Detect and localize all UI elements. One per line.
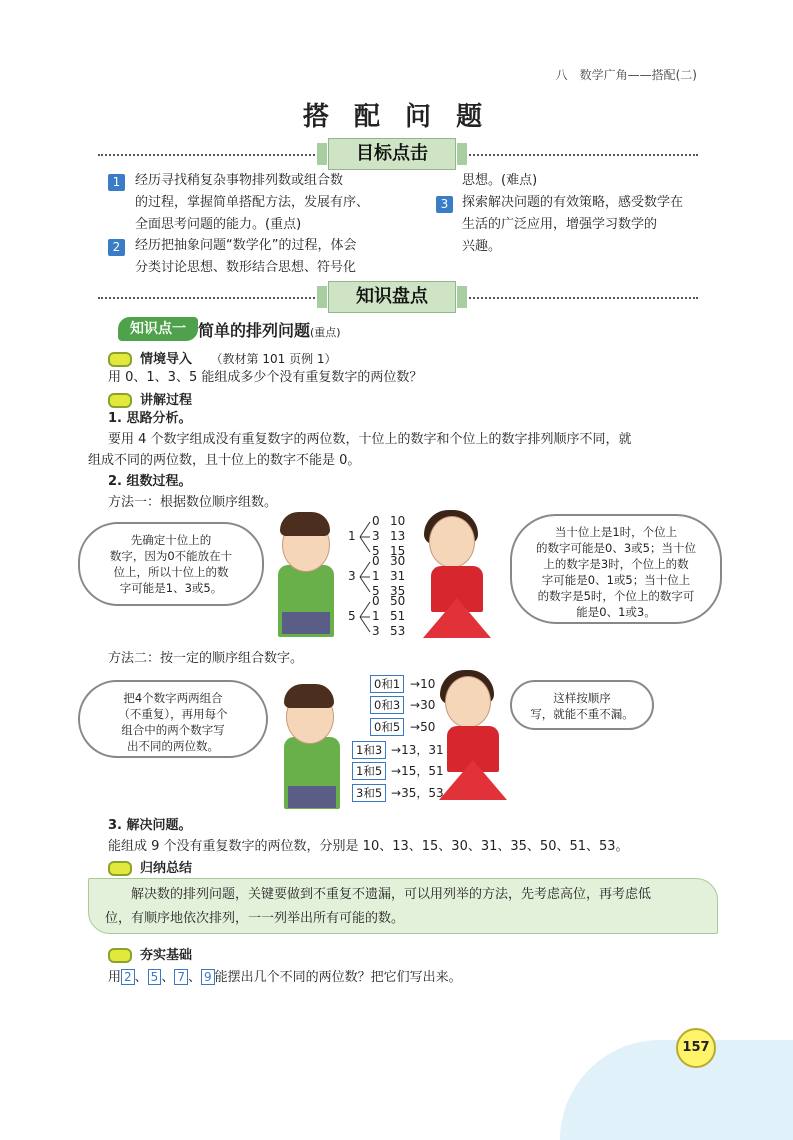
speech-bubble-boy-2 (78, 680, 268, 758)
step-3-text: 能组成 9 个没有重复数字的两位数，分别是 10、13、15、30、31、35、50、51、53。 (108, 839, 629, 854)
summary-line: 位，有顺序地依次排列，一一列举出所有可能的数。 (105, 911, 405, 926)
bubble-line: （不重复），再用每个 (118, 707, 228, 721)
step-1-text-2: 组成不同的两位数，且十位上的数字不能是 0。 (88, 453, 361, 468)
pair-result-text: 35，53 (401, 786, 444, 800)
arrow-icon: → (391, 743, 402, 757)
tree-root: 3 (348, 569, 356, 583)
tree-leaf: 5 (372, 544, 380, 558)
tree-number: 35 (390, 584, 406, 598)
tree-number: 31 (390, 569, 406, 583)
step-1-heading: 1. 思路分析。 (108, 411, 192, 426)
tree-number: 53 (390, 624, 406, 638)
pair-result-text: 13，31 (401, 743, 444, 757)
bubble-line: 字可能是0、1或5；当十位上 (541, 573, 691, 587)
bubble-line: 字可能是1、3或5。 (119, 581, 223, 595)
digit-card: 5 (148, 969, 162, 985)
process-label (108, 389, 192, 408)
tree-leaf: 1 (372, 609, 380, 623)
intro-label (108, 348, 337, 367)
goal-3-line: 兴趣。 (462, 239, 502, 254)
goal-3-line: 探索解决问题的有效策略，感受数学在 (462, 195, 684, 210)
practice-text: 能摆出几个不同的两位数？把它们写出来。 (214, 970, 462, 985)
tree-number: 15 (390, 544, 406, 558)
digit-card: 2 (121, 969, 135, 985)
practice-label (108, 944, 192, 963)
summary-label (108, 857, 192, 876)
knowledge-point-title (198, 318, 341, 341)
pair-result (391, 742, 444, 758)
bubble-line: 能是0、1或3。 (576, 605, 656, 619)
pill-icon (108, 352, 132, 367)
goal-3-line: 生活的广泛应用，增强学习数学的 (462, 217, 658, 232)
arrow-icon: → (391, 764, 402, 778)
pair-box: 0和5 (370, 718, 404, 736)
tree-root: 5 (348, 609, 356, 623)
bubble-line: 出不同的两位数。 (127, 739, 219, 753)
intro-question: 用 0、1、3、5 能组成多少个没有重复数字的两位数？ (108, 370, 423, 385)
goal-1 (135, 170, 369, 236)
pair-result (410, 719, 435, 735)
goal-3 (462, 192, 683, 258)
summary-line: 解决数的排列问题，关键要做到不重复不遗漏，可以用列举的方法，先考虑高位，再考虑低 (131, 887, 652, 902)
goal-1-line: 的过程，掌握简单搭配方法，发展有序、 (135, 195, 370, 210)
textbook-ref: （教材第 101 页例 1） (210, 352, 337, 366)
pair-result (410, 676, 435, 692)
goals-banner: 目标点击 (328, 138, 456, 170)
arrow-icon: → (391, 786, 402, 800)
pair-box: 0和3 (370, 696, 404, 714)
goal-1-line: 全面思考问题的能力。(重点) (135, 217, 302, 232)
summary-label-text: 归纳总结 (140, 861, 193, 876)
page-title: 搭 配 问 题 (302, 102, 491, 132)
tree-leaf: 5 (372, 584, 380, 598)
pill-icon (108, 948, 132, 963)
summary-box (88, 878, 718, 934)
tree-leaf: 1 (372, 569, 380, 583)
bubble-line: 写，就能不重不漏。 (530, 707, 634, 721)
step-1-text: 要用 4 个数字组成没有重复数字的两位数，十位上的数字和个位上的数字排列顺序不同，就 (108, 432, 632, 447)
arrow-icon: → (410, 677, 421, 691)
arrow-icon: → (410, 698, 421, 712)
bubble-line: 先确定十位上的 (130, 533, 212, 547)
goal-number-3: 3 (436, 196, 453, 213)
step-3-heading: 3. 解决问题。 (108, 818, 192, 833)
tree-number: 51 (390, 609, 406, 623)
knowledge-banner: 知识盘点 (328, 281, 456, 313)
goal-number-1: 1 (108, 174, 125, 191)
kp-title-text: 简单的排列问题 (198, 321, 311, 340)
separator: 、 (161, 970, 175, 985)
digit-card: 9 (201, 969, 215, 985)
goal-2-line: 经历把抽象问题“数学化”的过程，体会 (135, 238, 357, 253)
pair-result (410, 697, 435, 713)
bubble-line: 上的数字是3时，个位上的数 (543, 557, 689, 571)
pair-box: 0和1 (370, 675, 404, 693)
goal-2-line: 分类讨论思想、数形结合思想、符号化 (135, 260, 357, 275)
tree-number: 13 (390, 529, 406, 543)
process-label-text: 讲解过程 (140, 393, 193, 408)
page-number: 157 (676, 1028, 716, 1068)
bubble-line: 位上，所以十位上的数 (113, 565, 229, 579)
separator: 、 (134, 970, 148, 985)
bubble-line: 当十位上是1时，个位上 (554, 525, 678, 539)
step-2-heading: 2. 组数过程。 (108, 474, 192, 489)
bubble-line: 这样按顺序 (553, 691, 611, 705)
kp-note: (重点) (310, 326, 341, 339)
practice-label-text: 夯实基础 (140, 948, 193, 963)
goal-2-continued: 思想。(难点) (462, 173, 538, 188)
tree-leaf: 0 (372, 554, 380, 568)
separator: 、 (187, 970, 201, 985)
tree-leaf: 3 (372, 624, 380, 638)
pair-result-text: 15，51 (401, 764, 444, 778)
method-2-heading: 方法二：按一定的顺序组合数字。 (108, 651, 304, 666)
goal-1-line: 经历寻找稍复杂事物排列数或组合数 (135, 173, 344, 188)
tree-leaf: 3 (372, 529, 380, 543)
intro-label-text: 情境导入 (140, 352, 193, 367)
tree-root: 1 (348, 529, 356, 543)
tree-number: 10 (390, 514, 406, 528)
pair-result-text: 10 (420, 677, 436, 691)
bubble-line: 组合中的两个数字写 (121, 723, 225, 737)
pair-box: 3和5 (352, 784, 386, 802)
chapter-header: 八 数学广角——搭配(二) (555, 68, 697, 82)
practice-text: 用 (108, 970, 122, 985)
pair-result-text: 50 (420, 720, 436, 734)
pair-result-text: 30 (420, 698, 436, 712)
tree-leaf: 0 (372, 514, 380, 528)
bubble-line: 数字，因为0不能放在十 (109, 549, 233, 563)
speech-bubble-girl-2 (510, 680, 654, 730)
tree-leaf: 0 (372, 594, 380, 608)
method-1-heading: 方法一：根据数位顺序组数。 (108, 495, 278, 510)
pill-icon (108, 393, 132, 408)
tree-number: 50 (390, 594, 406, 608)
digit-card: 7 (174, 969, 188, 985)
bubble-line: 的数字可能是0、3或5；当十位 (536, 541, 696, 555)
practice-question (108, 967, 462, 988)
knowledge-point-tag: 知识点一 (118, 317, 198, 341)
pair-box: 1和5 (352, 762, 386, 780)
goal-number-2: 2 (108, 239, 125, 256)
goal-2 (135, 235, 356, 279)
bubble-line: 的数字是5时，个位上的数字可 (537, 589, 695, 603)
speech-bubble-boy-1 (78, 522, 264, 606)
pair-box: 1和3 (352, 741, 386, 759)
tree-number: 30 (390, 554, 406, 568)
speech-bubble-girl-1 (510, 514, 722, 624)
pair-result (391, 763, 444, 779)
arrow-icon: → (410, 720, 421, 734)
pair-result (391, 785, 444, 801)
pill-icon (108, 861, 132, 876)
bubble-line: 把4个数字两两组合 (123, 691, 223, 705)
